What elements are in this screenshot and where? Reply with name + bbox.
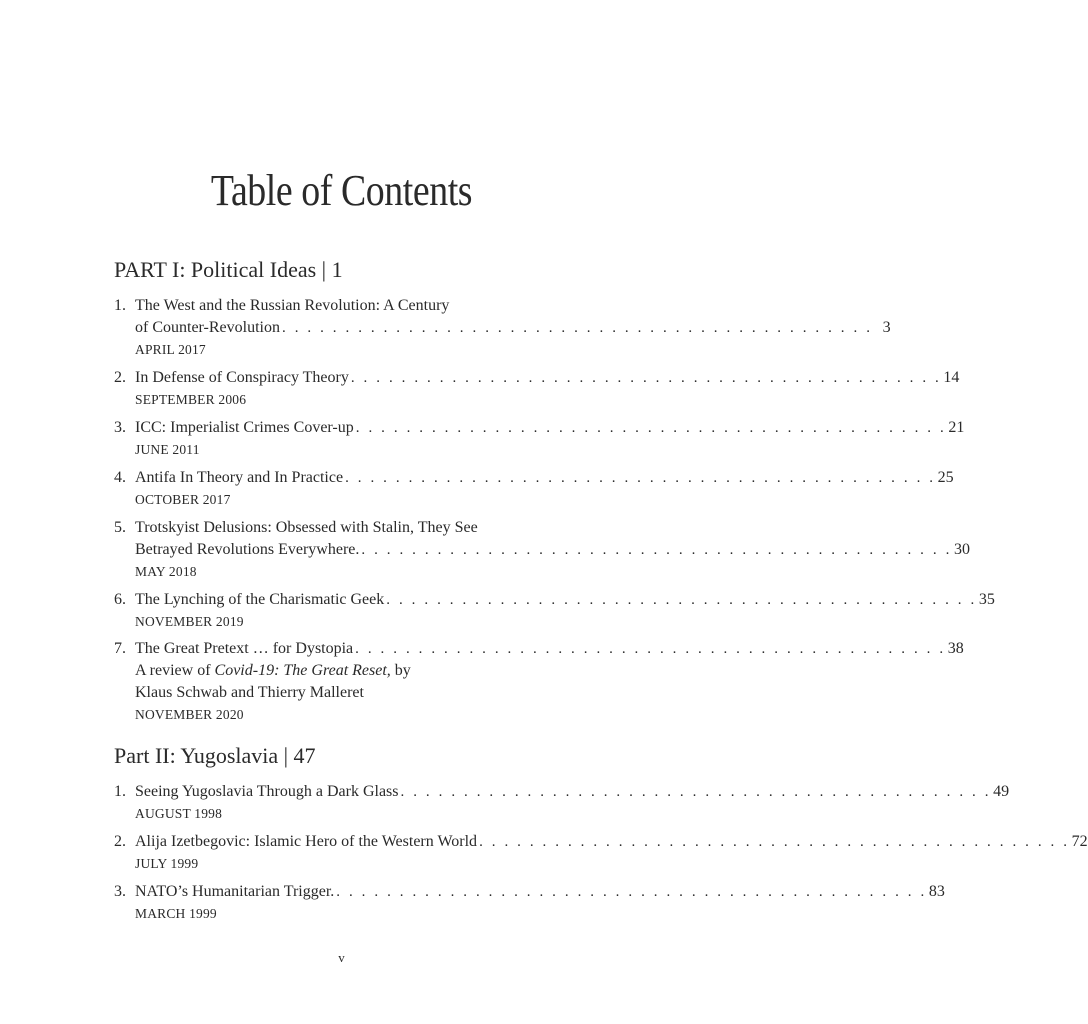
entry-number: 3. [114, 419, 126, 436]
page-title: Table of Contents [210, 166, 473, 215]
entry-page: 49 [993, 783, 1010, 800]
dot-leader: . . . . . . . . . . . . . . . . . . . . . . . . . . . . . . . . . . . . . . . . . . . . . . . [361, 542, 952, 558]
entry-number: 7. [114, 640, 126, 657]
entry-page: 21 [948, 419, 965, 436]
entry-subtitle-cont: Klaus Schwab and Thierry Malleret [135, 684, 364, 701]
entry-date: NOVEMBER 2019 [135, 614, 244, 629]
entry-title: The Great Pretext … for Dystopia [135, 640, 354, 657]
entry-page: 14 [943, 369, 960, 386]
entry-title-cont: of Counter-Revolution [135, 319, 280, 336]
entry-subtitle: A review of Covid-19: The Great Reset, by [135, 662, 411, 679]
entry-title: ICC: Imperialist Crimes Cover-up [135, 419, 354, 436]
toc-entry[interactable] [114, 467, 954, 511]
entry-date: APRIL 2017 [135, 342, 206, 357]
toc-entry[interactable] [114, 589, 995, 633]
entry-number: 1. [114, 297, 126, 314]
toc-entry[interactable] [114, 517, 970, 583]
entry-title: Trotskyist Delusions: Obsessed with Stalin, They See [135, 519, 478, 536]
entry-page: 83 [928, 883, 945, 900]
entry-title: Seeing Yugoslavia Through a Dark Glass [135, 783, 399, 800]
entry-title: Alija Izetbegovic: Islamic Hero of the Western World [135, 833, 478, 850]
toc-entry[interactable] [114, 295, 891, 361]
dot-leader: . . . . . . . . . . . . . . . . . . . . . . . . . . . . . . . . . . . . . . . . . . . . . . . [336, 884, 927, 900]
toc-entry[interactable] [114, 638, 964, 726]
entry-title-cont: Betrayed Revolutions Everywhere. [135, 541, 360, 558]
entry-number: 5. [114, 519, 126, 536]
entry-title: NATO’s Humanitarian Trigger. [135, 883, 335, 900]
toc-entry[interactable] [114, 417, 965, 461]
entry-date: MARCH 1999 [135, 906, 217, 921]
entry-number: 2. [114, 369, 126, 386]
part-heading-1: PART I: Political Ideas | 1 [114, 257, 343, 282]
dot-leader: . . . . . . . . . . . . . . . . . . . . . . . . . . . . . . . . . . . . . . . . . . . . . . . [479, 834, 1070, 850]
dot-leader: . . . . . . . . . . . . . . . . . . . . . . . . . . . . . . . . . . . . . . . . . . . . . . . [350, 370, 942, 386]
toc-entry[interactable] [114, 367, 960, 411]
entry-date: NOVEMBER 2020 [135, 707, 244, 722]
entry-page: 38 [947, 640, 964, 657]
entry-page: 25 [937, 469, 954, 486]
entry-title: Antifa In Theory and In Practice [135, 469, 344, 486]
toc-entry[interactable] [114, 781, 1010, 825]
page-number: v [338, 950, 345, 965]
entry-date: SEPTEMBER 2006 [135, 392, 247, 407]
dot-leader: . . . . . . . . . . . . . . . . . . . . . . . . . . . . . . . . . . . . . . . . . . . . . . . [355, 641, 946, 657]
entry-number: 3. [114, 883, 126, 900]
dot-leader: . . . . . . . . . . . . . . . . . . . . . . . . . . . . . . . . . . . . . . . . . . . . . . . [400, 784, 992, 800]
part-heading-2: Part II: Yugoslavia | 47 [114, 743, 316, 768]
book-title: Covid-19: The Great Reset, [214, 662, 391, 679]
entry-number: 2. [114, 833, 126, 850]
entry-number: 6. [114, 591, 126, 608]
dot-leader: . . . . . . . . . . . . . . . . . . . . . . . . . . . . . . . . . . . . . . . . . . . . . . . [355, 420, 947, 436]
entry-title: The West and the Russian Revolution: A Century [135, 297, 450, 314]
entry-number: 4. [114, 469, 126, 486]
entry-page: 3 [882, 319, 891, 336]
dot-leader: . . . . . . . . . . . . . . . . . . . . . . . . . . . . . . . . . . . . . . . . . . . . . . . [282, 320, 873, 336]
entry-date: AUGUST 1998 [135, 806, 223, 821]
entry-title: The Lynching of the Charismatic Geek [135, 591, 385, 608]
entry-number: 1. [114, 783, 126, 800]
entry-page: 30 [953, 541, 970, 558]
entry-date: MAY 2018 [135, 564, 197, 579]
entry-title: In Defense of Conspiracy Theory [135, 369, 349, 386]
dot-leader: . . . . . . . . . . . . . . . . . . . . . . . . . . . . . . . . . . . . . . . . . . . . . . . [345, 470, 936, 486]
entry-date: JUNE 2011 [135, 442, 200, 457]
entry-date: JULY 1999 [135, 856, 199, 871]
entry-date: OCTOBER 2017 [135, 492, 231, 507]
dot-leader: . . . . . . . . . . . . . . . . . . . . . . . . . . . . . . . . . . . . . . . . . . . . . . . [386, 592, 977, 608]
entry-page: 72 [1071, 833, 1088, 850]
toc-entry[interactable] [114, 881, 945, 925]
entry-page: 35 [978, 591, 995, 608]
toc-entry[interactable] [114, 831, 1088, 875]
